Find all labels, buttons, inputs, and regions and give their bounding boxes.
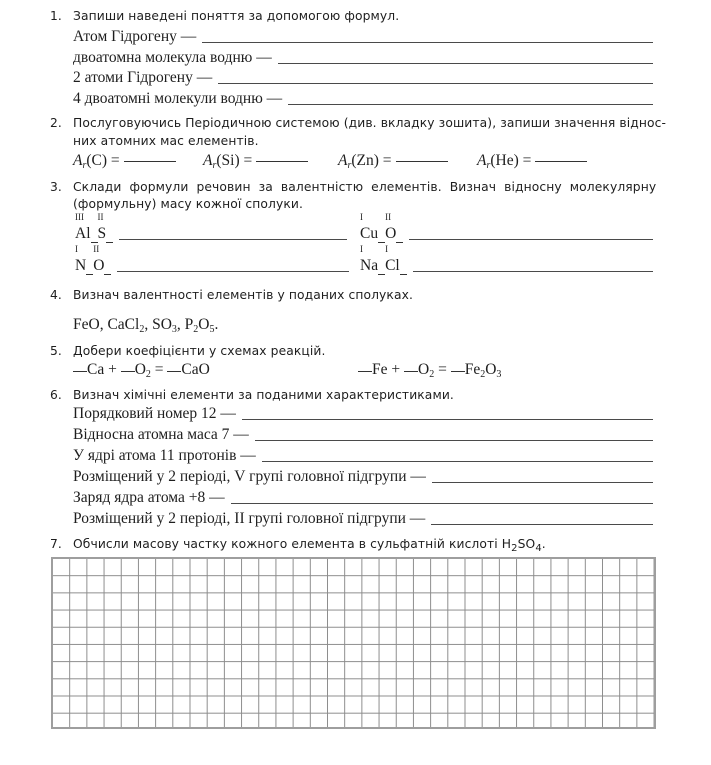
answer-blank[interactable]	[535, 161, 587, 162]
coefficient-blank[interactable]	[167, 371, 181, 372]
answer-line[interactable]	[255, 440, 653, 441]
task-3-number: 3.	[50, 180, 62, 194]
answer-line[interactable]	[218, 83, 653, 84]
task-4-number: 4.	[50, 288, 62, 302]
answer-line[interactable]	[119, 239, 347, 240]
ar-zinc[interactable]: $A_r(Zn)$ =	[338, 152, 448, 170]
task-4-compounds: FeO, CaCl$_2$, $SO_3$, $P_2O_5$.	[73, 316, 219, 335]
task-6-number: 6.	[50, 388, 62, 402]
coefficient-blank[interactable]	[121, 371, 135, 372]
task-2-title-line2: них атомних мас елементів.	[73, 134, 259, 148]
coefficient-blank[interactable]	[358, 371, 372, 372]
task-6-item[interactable]: Розміщений у 2 періоді, V групі головної підгрупи —	[73, 468, 653, 486]
ar-silicon[interactable]: $A_r(Si)$ =	[203, 152, 308, 170]
reaction-2[interactable]: $Fe + O_2 = Fe_2O_3$	[358, 361, 501, 379]
answer-blank[interactable]	[124, 161, 176, 162]
task-1-item[interactable]	[73, 28, 653, 46]
answer-blank[interactable]	[396, 161, 448, 162]
answer-line[interactable]	[413, 271, 653, 272]
answer-line[interactable]	[242, 419, 653, 420]
task-1-item-label: Атом Гідрогену —	[73, 28, 197, 45]
task-7-number: 7.	[50, 537, 62, 551]
formula-na-cl[interactable]: I Na I Cl	[360, 257, 653, 275]
answer-line[interactable]	[117, 271, 349, 272]
task-6-item[interactable]: Порядковий номер 12 —	[73, 405, 653, 423]
task-2-number: 2.	[50, 116, 62, 130]
task-3-title-line2: (формульну) масу кожної сполуки.	[73, 197, 303, 211]
coefficient-blank[interactable]	[73, 371, 87, 372]
formula-cu-o[interactable]: I Cu II O	[360, 225, 653, 243]
task-1-item[interactable]	[73, 90, 653, 108]
task-3-title-line1: Склади формули речовин за валентністю елементів. Визнач відносну молекулярну	[73, 180, 657, 194]
task-1-item[interactable]	[73, 49, 653, 67]
answer-line[interactable]	[431, 524, 653, 525]
formula-al-s[interactable]: III Al II S	[75, 225, 347, 243]
task-7-title: Обчисли масову частку кожного елемента в сульфатній кислоті $H_2SO_4$.	[73, 537, 546, 554]
answer-line[interactable]	[262, 461, 653, 462]
task-1-item-label: двоатомна молекула водню —	[73, 49, 272, 66]
coefficient-blank[interactable]	[404, 371, 418, 372]
coefficient-blank[interactable]	[451, 371, 465, 372]
answer-line[interactable]	[409, 239, 653, 240]
answer-line[interactable]	[288, 104, 653, 105]
ar-helium[interactable]: $A_r(He)$ =	[477, 152, 587, 170]
task-5-title: Добери коефіцієнти у схемах реакцій.	[73, 344, 326, 358]
answer-line[interactable]	[231, 503, 653, 504]
reaction-1[interactable]: $Ca + O_2$ = CaO	[73, 361, 210, 379]
task-6-item[interactable]: У ядрі атома 11 протонів —	[73, 447, 653, 465]
task-1-title: Запиши наведені поняття за допомогою формул.	[73, 9, 400, 23]
task-1-item-label: 2 атоми Гідрогену —	[73, 69, 213, 86]
task-5-number: 5.	[50, 344, 62, 358]
task-4-title: Визнач валентності елементів у поданих сполуках.	[73, 288, 413, 302]
answer-grid[interactable]	[51, 557, 656, 729]
task-1-item-label: 4 двоатомні молекули водню —	[73, 90, 283, 107]
answer-line[interactable]	[202, 42, 653, 43]
formula-n-o[interactable]: I N II O	[75, 257, 349, 275]
task-6-item[interactable]: Відносна атомна маса 7 —	[73, 426, 653, 444]
answer-line[interactable]	[432, 482, 653, 483]
task-6-title: Визнач хімічні елементи за поданими характеристиками.	[73, 388, 454, 402]
task-2-title-line1: Послуговуючись Періодичною системою (див. вкладку зошита), запиши значення віднос-	[73, 116, 667, 130]
ar-carbon[interactable]: $A_r(C)$ =	[73, 152, 176, 170]
task-6-item[interactable]: Розміщений у 2 періоді, II групі головної підгрупи —	[73, 510, 653, 528]
answer-blank[interactable]	[256, 161, 308, 162]
task-6-item[interactable]: Заряд ядра атома +8 —	[73, 489, 653, 507]
task-1-number: 1.	[50, 9, 62, 23]
answer-line[interactable]	[278, 63, 653, 64]
task-1-item[interactable]	[73, 69, 653, 87]
